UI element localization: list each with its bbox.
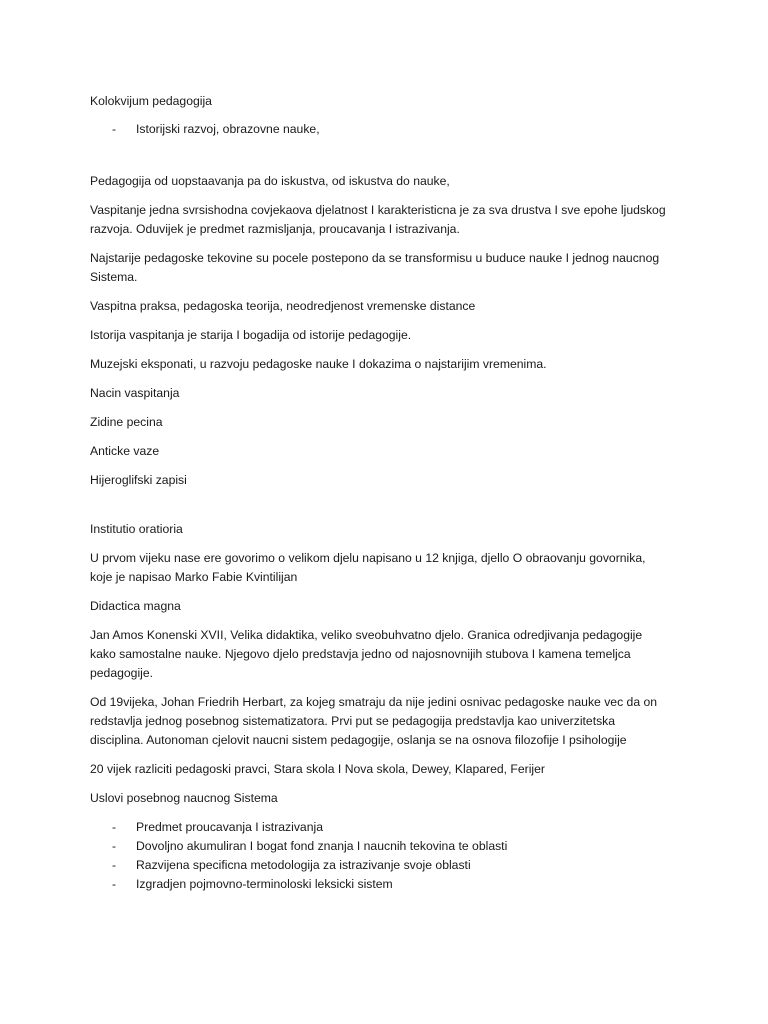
paragraph: U prvom vijeku nase ere govorimo o velikom djelu napisano u 12 knjiga, djello O obraovanju govornika, koje je napisao Marko Fabie Kvintilijan xyxy=(90,551,646,584)
document-body xyxy=(90,92,670,904)
paragraph: Jan Amos Konenski XVII, Velika didaktika, veliko sveobuhvatno djelo. Granica odredjivanja pedagogije kako samostalne nauke. Njegovo djelo predstavja jedno od najosnovnijih stubova I kamena temeljca pedagogije. xyxy=(90,628,643,680)
paragraph: Didactica magna xyxy=(90,599,181,613)
dash-bullet: - xyxy=(112,122,117,136)
dash-bullet: - xyxy=(112,820,117,834)
paragraph: Hijeroglifski zapisi xyxy=(90,473,187,487)
conditions-list xyxy=(90,818,670,894)
dash-bullet: - xyxy=(112,858,117,872)
list-item: - Predmet proucavanja I istrazivanja xyxy=(90,818,670,837)
paragraph: Nacin vaspitanja xyxy=(90,386,180,400)
document-title: Kolokvijum pedagogija xyxy=(90,94,212,108)
top-list xyxy=(90,120,670,139)
paragraph: Institutio oratioria xyxy=(90,522,183,536)
list-item: - Istorijski razvoj, obrazovne nauke, xyxy=(90,120,670,139)
paragraph: Anticke vaze xyxy=(90,444,160,458)
paragraph: Vaspitna praksa, pedagoska teorija, neodredjenost vremenske distance xyxy=(90,299,476,313)
list-item: - Razvijena specificna metodologija za istrazivanje svoje oblasti xyxy=(90,856,670,875)
paragraph: Zidine pecina xyxy=(90,415,163,429)
list-item: - Dovoljno akumuliran I bogat fond znanja I naucnih tekovina te oblasti xyxy=(90,837,670,856)
paragraph: Od 19vijeka, Johan Friedrih Herbart, za kojeg smatraju da nije jedini osnivac pedagoske nauke vec da on redstavlja jednog posebnog sistematizatora. Prvi put se pedagogija predstavlja kao univerzitetska disciplina. Autonoman cjelovit naucni sistem pedagogije, oslanja se na osnova filozofije I psihologije xyxy=(90,695,658,747)
list-item: - Izgradjen pojmovno-terminoloski leksicki sistem xyxy=(90,875,670,894)
dash-bullet: - xyxy=(112,839,117,853)
paragraph: 20 vijek razliciti pedagoski pravci, Stara skola I Nova skola, Dewey, Klapared, Ferijer xyxy=(90,762,545,776)
dash-bullet: - xyxy=(112,877,117,891)
paragraph: Pedagogija od uopstaavanja pa do iskustva, od iskustva do nauke, xyxy=(90,174,450,188)
paragraph: Muzejski eksponati, u razvoju pedagoske nauke I dokazima o najstarijim vremenima. xyxy=(90,357,547,371)
paragraph: Vaspitanje jedna svrsishodna covjekaova djelatnost I karakteristicna je za sva drustva I sve epohe ljudskog razvoja. Oduvijek je predmet razmisljanja, proucavanja I istrazivanja. xyxy=(90,203,666,236)
paragraph: Istorija vaspitanja je starija I bogadija od istorije pedagogije. xyxy=(90,328,412,342)
paragraph: Najstarije pedagoske tekovine su pocele postepono da se transformisu u buduce nauke I jednog naucnog Sistema. xyxy=(90,251,660,284)
paragraph: Uslovi posebnog naucnog Sistema xyxy=(90,791,278,805)
